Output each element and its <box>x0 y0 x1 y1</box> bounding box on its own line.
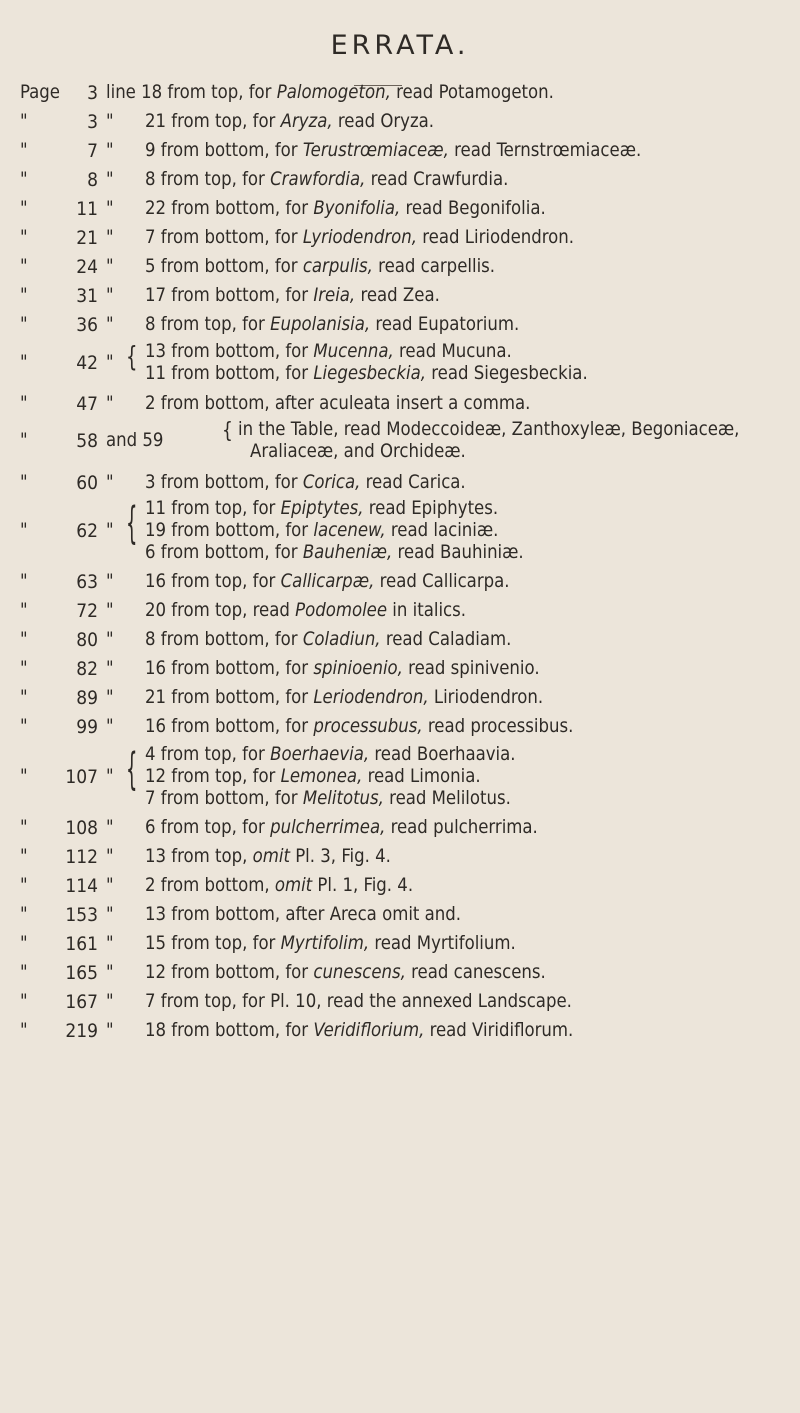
entry-text: 7 from bottom, for Lyriodendron, read Liriodendron. <box>145 227 575 248</box>
ditto-mark: " <box>106 352 114 373</box>
ditto-mark: " <box>20 962 28 983</box>
ditto-mark: " <box>20 629 28 650</box>
page-number: 72 <box>76 600 98 622</box>
entry-text: 16 from bottom, for spinioenio, read spinivenio. <box>145 658 540 679</box>
ditto-mark: " <box>20 352 28 373</box>
entry-line: 6 from bottom, for Bauheniæ, read Bauhiniæ. <box>145 542 524 563</box>
entry-line: in the Table, read Modeccoideæ, Zanthoxyleæ, Begoniaceæ, <box>238 419 740 440</box>
entry-text: 17 from bottom, for Ireia, read Zea. <box>145 285 440 306</box>
ditto-mark: " <box>106 140 114 161</box>
page-number: 153 <box>65 904 98 926</box>
ditto-mark: " <box>106 962 114 983</box>
page-label: Page <box>20 82 60 103</box>
errata-entry <box>0 741 800 810</box>
ditto-mark: " <box>20 904 28 925</box>
page-number: 11 <box>76 198 98 220</box>
ditto-mark: " <box>20 472 28 493</box>
entry-text: 8 from top, for Eupolanisia, read Eupatorium. <box>145 314 520 335</box>
ditto-mark: " <box>106 875 114 896</box>
errata-entry <box>0 495 800 564</box>
entry-text: 16 from bottom, for processubus, read processibus. <box>145 716 574 737</box>
ditto-mark: " <box>106 629 114 650</box>
ditto-mark: " <box>20 716 28 737</box>
entry-text: 12 from bottom, for cunescens, read canescens. <box>145 962 546 983</box>
page-number: 62 <box>76 520 98 542</box>
ditto-mark: " <box>20 817 28 838</box>
ditto-mark: " <box>106 600 114 621</box>
ditto-mark: " <box>20 1020 28 1041</box>
entry-text: 22 from bottom, for Byonifolia, read Begonifolia. <box>145 198 546 219</box>
ditto-mark: " <box>106 687 114 708</box>
entry-text: 7 from top, for Pl. 10, read the annexed Landscape. <box>145 991 572 1012</box>
ditto-mark: " <box>106 571 114 592</box>
entry-text: line 18 from top, for Palomogeton, read Potamogeton. <box>106 82 554 103</box>
ditto-mark: " <box>106 846 114 867</box>
page-number: 114 <box>65 875 98 897</box>
ditto-mark: " <box>106 111 114 132</box>
entry-line: 7 from bottom, for Melitotus, read Melilotus. <box>145 788 511 809</box>
ditto-mark: " <box>20 658 28 679</box>
entry-text: 5 from bottom, for carpulis, read carpellis. <box>145 256 496 277</box>
errata-entry <box>0 419 800 463</box>
page-number: 42 <box>76 352 98 374</box>
entry-text: 13 from top, omit Pl. 3, Fig. 4. <box>145 846 391 867</box>
ditto-mark: " <box>20 600 28 621</box>
entry-text: 8 from top, for Crawfordia, read Crawfurdia. <box>145 169 509 190</box>
brace: { <box>126 339 138 374</box>
page-number: 161 <box>65 933 98 955</box>
page-number: 7 <box>87 140 98 162</box>
ditto-mark: " <box>20 393 28 414</box>
ditto-mark: " <box>106 1020 114 1041</box>
ditto-mark: " <box>20 875 28 896</box>
ditto-mark: " <box>20 933 28 954</box>
page-number: 167 <box>65 991 98 1013</box>
entry-text-group <box>145 744 516 810</box>
entry-line: 11 from top, for Epiptytes, read Epiphytes. <box>145 498 499 519</box>
ditto-mark: " <box>20 314 28 335</box>
brace: { <box>222 419 233 444</box>
ditto-mark: " <box>106 169 114 190</box>
page-number: 24 <box>76 256 98 278</box>
ditto-mark: " <box>106 520 114 541</box>
ditto-mark: " <box>106 716 114 737</box>
ditto-mark: " <box>20 846 28 867</box>
entry-text: 20 from top, read Podomolee in italics. <box>145 600 467 621</box>
page-number: 63 <box>76 571 98 593</box>
ditto-mark: " <box>20 169 28 190</box>
page-number: 219 <box>65 1020 98 1042</box>
ditto-mark: " <box>20 571 28 592</box>
brace: { <box>126 495 138 549</box>
entry-text: 2 from bottom, omit Pl. 1, Fig. 4. <box>145 875 414 896</box>
entry-line: 19 from bottom, for lacenew, read laciniæ. <box>145 520 499 541</box>
page-number: 165 <box>65 962 98 984</box>
entry-text: 21 from bottom, for Leriodendron, Liriodendron. <box>145 687 544 708</box>
ditto-mark: " <box>106 904 114 925</box>
entry-text: 13 from bottom, after Areca omit and. <box>145 904 462 925</box>
entry-text: 6 from top, for pulcherrimea, read pulcherrima. <box>145 817 538 838</box>
ditto-mark: " <box>20 198 28 219</box>
ditto-mark: " <box>106 227 114 248</box>
entry-text-group <box>238 419 739 463</box>
page-number: 3 <box>87 82 98 104</box>
ditto-mark: " <box>20 256 28 277</box>
entry-text: 21 from top, for Aryza, read Oryza. <box>145 111 435 132</box>
ditto-mark: " <box>106 393 114 414</box>
ditto-mark: " <box>20 227 28 248</box>
page-number: 107 <box>65 766 98 788</box>
entry-text-group <box>145 341 588 385</box>
entry-text: 18 from bottom, for Veridiflorium, read Viridiflorum. <box>145 1020 574 1041</box>
entry-text: 8 from bottom, for Coladiun, read Caladiam. <box>145 629 512 650</box>
page-number: 21 <box>76 227 98 249</box>
page-number: 108 <box>65 817 98 839</box>
ditto-mark: " <box>106 766 114 787</box>
page-number: 8 <box>87 169 98 191</box>
entry-text: 3 from bottom, for Corica, read Carica. <box>145 472 466 493</box>
page-title: ERRATA. <box>330 30 470 61</box>
errata-entry <box>0 341 800 385</box>
ditto-mark: " <box>20 111 28 132</box>
ditto-mark: " <box>20 285 28 306</box>
brace: { <box>126 741 138 795</box>
page-number: 36 <box>76 314 98 336</box>
page-number: 89 <box>76 687 98 709</box>
entry-text: 9 from bottom, for Terustrœmiaceæ, read Ternstrœmiaceæ. <box>145 140 642 161</box>
ditto-mark: " <box>106 285 114 306</box>
entry-line: 12 from top, for Lemonea, read Limonia. <box>145 766 481 787</box>
ditto-mark: " <box>106 198 114 219</box>
entry-text: 15 from top, for Myrtifolim, read Myrtifolium. <box>145 933 516 954</box>
entry-line: Araliaceæ, and Orchideæ. <box>250 441 466 462</box>
ditto-mark: " <box>106 314 114 335</box>
entry-line: 4 from top, for Boerhaevia, read Boerhaavia. <box>145 744 516 765</box>
entry-text: 16 from top, for Callicarpæ, read Callicarpa. <box>145 571 510 592</box>
ditto-mark: " <box>106 817 114 838</box>
ditto-mark: " <box>20 520 28 541</box>
ditto-mark: " <box>20 991 28 1012</box>
page-number: 82 <box>76 658 98 680</box>
ditto-mark: " <box>106 472 114 493</box>
entry-line: 11 from bottom, for Liegesbeckia, read Siegesbeckia. <box>145 363 588 384</box>
page-number: 58 <box>76 430 98 452</box>
ditto-mark: " <box>20 430 28 451</box>
ditto-mark: " <box>20 687 28 708</box>
entry-text: 2 from bottom, after aculeata insert a comma. <box>145 393 531 414</box>
ditto-mark: " <box>106 991 114 1012</box>
page-number: 60 <box>76 472 98 494</box>
page-range-and: and 59 <box>106 430 164 451</box>
ditto-mark: " <box>106 933 114 954</box>
ditto-mark: " <box>20 766 28 787</box>
page-number: 112 <box>65 846 98 868</box>
page-number: 99 <box>76 716 98 738</box>
page-number: 80 <box>76 629 98 651</box>
page-number: 47 <box>76 393 98 415</box>
entry-line: 13 from bottom, for Mucenna, read Mucuna. <box>145 341 512 362</box>
ditto-mark: " <box>20 140 28 161</box>
page-number: 3 <box>87 111 98 133</box>
entry-text-group <box>145 498 524 564</box>
page-number: 31 <box>76 285 98 307</box>
ditto-mark: " <box>106 256 114 277</box>
ditto-mark: " <box>106 658 114 679</box>
